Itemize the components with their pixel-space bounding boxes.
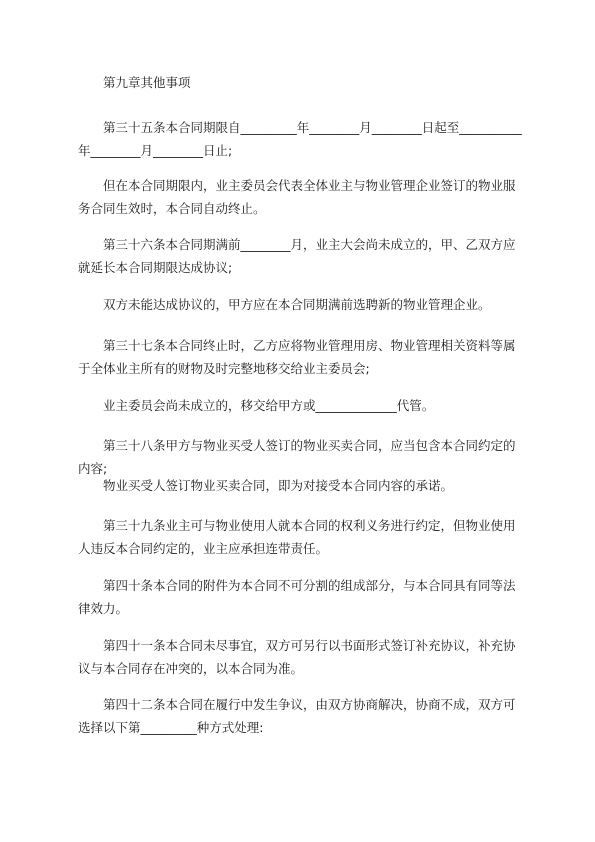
paragraph-article-39: 第三十九条业主可与物业使用人就本合同的权利义务进行约定，但物业使用人违反本合同约定的，业主应承担连带责任。 xyxy=(78,518,516,556)
paragraph-article-37: 第三十七条本合同终止时，乙方应将物业管理用房、物业管理相关资料等属于全体业主所有的财物及时完整地移交给业主委员会; xyxy=(78,338,516,376)
chapter-heading: 第九章其他事项 xyxy=(103,75,191,90)
paragraph-article-35: 第三十五条本合同期限自_________年________月________日起至__________年________月________日止; xyxy=(78,120,522,158)
paragraph-article-41: 第四十一条本合同未尽事宜，双方可另行以书面形式签订补充协议，补充协议与本合同存在冲突的，以本合同为准。 xyxy=(78,638,516,676)
paragraph-article-37-continued: 业主委员会尚未成立的，移交给甲方或_____________代管。 xyxy=(103,398,435,413)
paragraph-article-38-continued: 物业买受人签订物业买卖合同，即为对接受本合同内容的承诺。 xyxy=(103,478,454,493)
paragraph-article-36-continued: 双方未能达成协议的，甲方应在本合同期满前选聘新的物业管理企业。 xyxy=(103,297,491,312)
paragraph-article-35-continued: 但在本合同期限内，业主委员会代表全体业主与物业管理企业签订的物业服务合同生效时，本合同自动终止。 xyxy=(78,178,516,216)
paragraph-article-42: 第四十二条本合同在履行中发生争议，由双方协商解决，协商不成，双方可选择以下第_________种方式处理: xyxy=(78,697,516,735)
paragraph-article-40: 第四十条本合同的附件为本合同不可分割的组成部分，与本合同具有同等法律效力。 xyxy=(78,578,516,616)
paragraph-article-38: 第三十八条甲方与物业买受人签订的物业买卖合同，应当包含本合同约定的内容; xyxy=(78,438,516,476)
paragraph-article-36: 第三十六条本合同期满前________月，业主大会尚未成立的，甲、乙双方应就延长本合同期限达成协议; xyxy=(78,237,516,275)
